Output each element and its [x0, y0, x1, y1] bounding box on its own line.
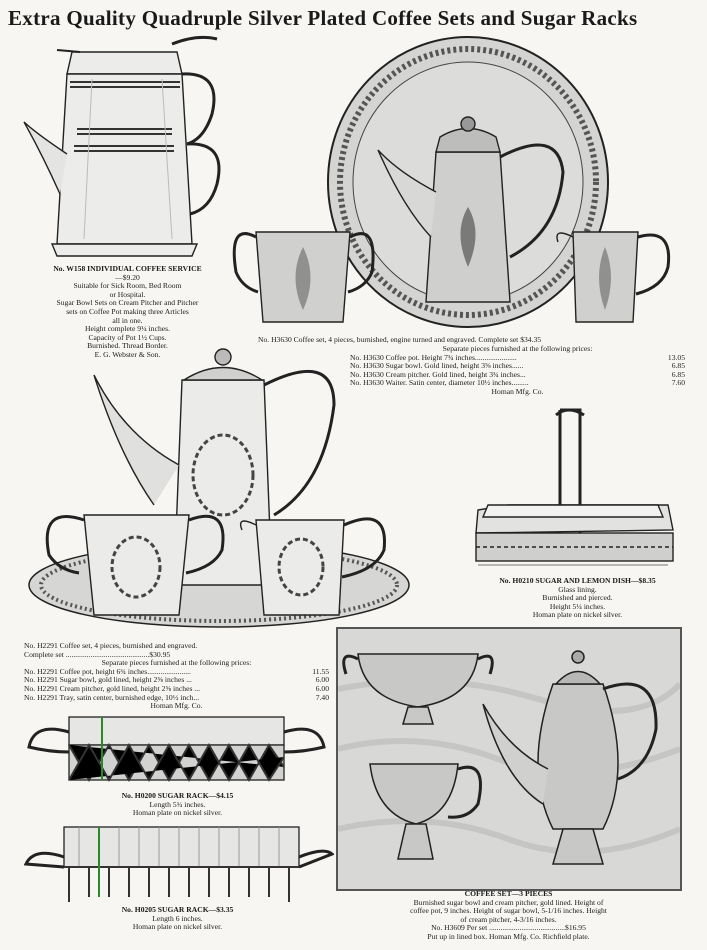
h2291-intro: No. H2291 Coffee set, 4 pieces, burnished and engraved. — [24, 641, 198, 650]
h2291-item-price: 7.40 — [315, 692, 329, 702]
h0205-caption — [70, 906, 285, 932]
h3630-item-price: 13.05 — [667, 352, 685, 362]
sugar-rack-illustration — [24, 822, 334, 907]
h0210-caption — [470, 577, 685, 620]
w158-line: Sugar Bowl Sets on Cream Pitcher and Pitcher — [56, 298, 199, 308]
w158-line: Suitable for Sick Room, Bed Room — [73, 281, 182, 291]
h3630-item-label: No. H3630 Coffee pot. Height 7¾ inches...................... — [350, 352, 517, 362]
h3609-caption — [336, 890, 681, 942]
h2291-caption — [24, 642, 329, 711]
h3630-item-price: 7.60 — [671, 378, 685, 388]
sugar-rack-illustration — [24, 712, 329, 794]
coffee-set-wreath-illustration — [24, 345, 414, 635]
h3609-line: of cream pitcher, 4-3/16 inches. — [460, 914, 557, 924]
h3609-footer: Put up in lined box. Homan Mfg. Co. Richfield plate. — [427, 931, 590, 941]
h0205-line: Length 6 inches. — [152, 913, 203, 923]
h2291-item-price: 6.00 — [315, 683, 329, 693]
sugar-lemon-dish-illustration — [468, 405, 678, 575]
h2291-item-label: No. H2291 Coffee pot, height 6¾ inches....................... — [24, 666, 191, 676]
h3630-item-price: 6.85 — [671, 361, 685, 371]
h2291-complete: Complete set ............................................$30.95 — [24, 649, 171, 659]
w158-line: Capacity of Pot 1½ Cups. — [88, 332, 167, 342]
coffee-set-tray-illustration — [228, 32, 683, 332]
w158-line: sets on Coffee Pot making three Articles — [66, 306, 189, 316]
h3630-item-label: No. H3630 Sugar bowl. Gold lined, height 3⅝ inches...... — [350, 361, 524, 371]
h2291-item-label: No. H2291 Cream pitcher, gold lined, height 2⅝ inches ... — [24, 683, 201, 693]
h0210-line: Glass lining. — [558, 584, 597, 594]
h0205-line: Homan plate on nickel silver. — [132, 922, 223, 932]
h3630-sub: Separate pieces furnished at the following prices: — [442, 344, 593, 353]
h3630-item-label: No. H3630 Cream pitcher. Gold lined, height 3¾ inches... — [350, 369, 526, 379]
h0200-heading: No. H0200 SUGAR RACK—$4.15 — [121, 791, 234, 800]
w158-line: Burnished. Thread Border. — [87, 341, 168, 351]
w158-line: or Hospital. — [109, 289, 146, 299]
h0200-caption — [70, 792, 285, 818]
w158-line: E. G. Webster & Son. — [94, 349, 161, 359]
h2291-item-label: No. H2291 Sugar bowl, gold lined, height 2⅝ inches ... — [24, 675, 192, 685]
h0210-line: Burnished and pierced. — [542, 593, 613, 603]
h3609-line: coffee pot, 9 inches. Height of sugar bowl, 5-1/16 inches. Height — [410, 906, 607, 916]
h0210-line: Height 5¼ inches. — [549, 601, 606, 611]
h2291-item-price: 11.55 — [312, 666, 329, 676]
h3630-item-label: No. H3630 Waiter. Satin center, diameter 10½ inches......... — [350, 378, 529, 388]
h0210-line: Homan plate on nickel silver. — [532, 610, 623, 620]
h3609-price-line: No. H3609 Per set ........................................$16.95 — [431, 923, 586, 933]
h3630-intro: No. H3630 Coffee set, 4 pieces, burnished, engine turned and engraved. Complete set $34.35 — [258, 335, 542, 344]
coffee-service-illustration — [22, 34, 227, 264]
page-title: Extra Quality Quadruple Silver Plated Coffee Sets and Sugar Racks — [8, 6, 638, 30]
h2291-sub: Separate pieces furnished at the following prices: — [101, 658, 252, 668]
w158-price: —$9.20 — [115, 272, 140, 282]
coffee-set-3-pieces-illustration — [338, 629, 680, 889]
h0205-heading: No. H0205 SUGAR RACK—$3.35 — [121, 905, 234, 914]
h0210-heading: No. H0210 SUGAR AND LEMON DISH—$8.35 — [499, 576, 656, 585]
h2291-maker: Homan Mfg. Co. — [150, 701, 203, 711]
w158-line: Height complete 9¼ inches. — [85, 324, 170, 334]
h3609-line: Burnished sugar bowl and cream pitcher, gold lined. Height of — [413, 897, 604, 907]
h2291-item-label: No. H2291 Tray, satin center, burnished edge, 10½ inch... — [24, 692, 200, 702]
h2291-item-price: 6.00 — [315, 675, 329, 685]
h3630-maker: Homan Mfg. Co. — [491, 386, 544, 396]
w158-line: all in one. — [112, 315, 143, 325]
h3609-heading: COFFEE SET—3 PIECES — [464, 889, 553, 898]
h0200-line: Length 5¾ inches. — [149, 799, 206, 809]
w158-heading: No. W158 INDIVIDUAL COFFEE SERVICE — [53, 264, 202, 273]
h0200-line: Homan plate on nickel silver. — [132, 808, 223, 818]
h3630-item-price: 6.85 — [671, 369, 685, 379]
